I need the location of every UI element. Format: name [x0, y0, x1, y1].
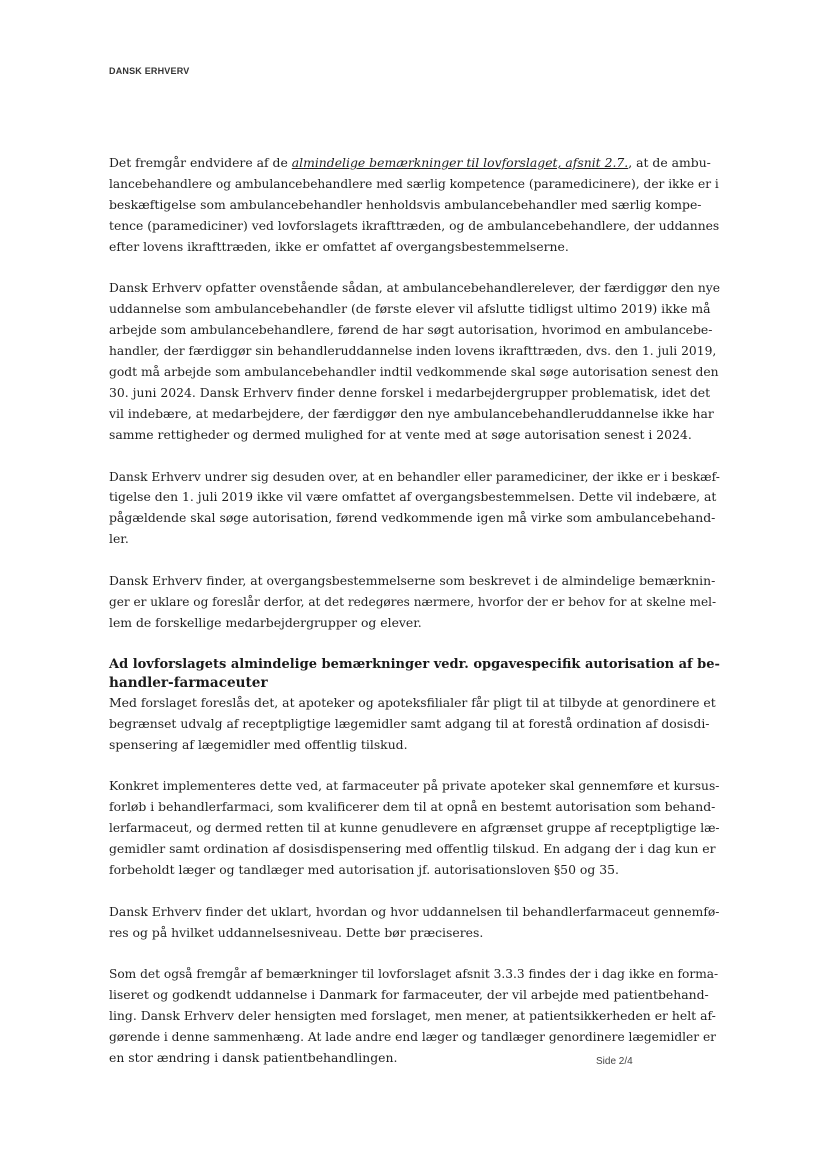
paragraph-education-unclear	[109, 902, 720, 944]
paragraph-line: 30. juni 2024. Dansk Erhverv finder denne forskel i medarbejdergrupper problematisk, idet det	[109, 384, 711, 400]
paragraph-line: lem de forskellige medarbejdergrupper og elever.	[109, 614, 422, 630]
page-number: Side 2/4	[596, 1056, 633, 1067]
paragraph-line: en stor ændring i dansk patientbehandlingen.	[109, 1050, 398, 1066]
paragraph-line: pågældende skal søge autorisation, førend vedkommende igen må virke som ambulancebehand-	[109, 510, 716, 526]
paragraph-transition-scope	[109, 153, 720, 258]
paragraph-line: beskæftigelse som ambulancebehandler henholdsvis ambulancebehandler med særlig kompe-	[109, 196, 702, 212]
paragraph-implementation	[109, 776, 720, 881]
paragraph-line: handler, der færdiggør sin behandleruddannelse inden lovens ikrafttræden, dvs. den 1. juli 2019,	[109, 344, 717, 359]
paragraph-line: godt må arbejde som ambulancebehandler indtil vedkommende skal søge autorisation senest den	[109, 365, 719, 380]
paragraph-interpretation	[109, 278, 720, 445]
paragraph-line: gørende i denne sammenhæng. At lade andre end læger og tandlæger genordinere lægemidler er	[109, 1030, 717, 1045]
paragraph-line: arbejde som ambulancebehandlere, førend de har søgt autorisation, hvorimod en ambulancebe-	[109, 322, 713, 338]
paragraph-line: ger er uklare og foreslår derfor, at det redegøres nærmere, hvorfor der er behov for at skelne mel-	[109, 594, 717, 609]
heading-line: Ad lovforslagets almindelige bemærkninger vedr. opgavespecifik autorisation af be-	[109, 656, 720, 672]
paragraph-line: ling. Dansk Erhverv deler hensigten med forslaget, men mener, at patientsikkerheden er helt af-	[109, 1008, 716, 1024]
text-fragment: , at de ambu-	[628, 155, 711, 170]
paragraph-line: ler.	[109, 531, 129, 547]
paragraph-line: forløb i behandlerfarmaci, som kvalificerer dem til at opnå en bestemt autorisation som behand-	[109, 799, 716, 815]
header-org-name: DANSK ERHVERV	[109, 66, 190, 76]
paragraph-patient-safety	[109, 964, 720, 1069]
paragraph-line: tence (paramediciner) ved lovforslagets ikrafttræden, og de ambulancebehandlere, der uddannes	[109, 218, 720, 233]
paragraph-line: vil indebære, at medarbejdere, der færdiggør den nye ambulancebehandleruddannelse ikke har	[109, 405, 714, 421]
paragraph-line: samme rettigheder og dermed mulighed for at vente med at søge autorisation senest i 2024.	[109, 426, 692, 442]
paragraph-line: efter lovens ikrafttræden, ikke er omfattet af overgangsbestemmelserne.	[109, 238, 569, 254]
paragraph-line: lerfarmaceut, og dermed retten til at kunne genudlevere en afgrænset gruppe af receptpligtige læ-	[109, 821, 720, 836]
section-heading	[109, 655, 720, 693]
document-body	[109, 153, 720, 1069]
paragraph-recommendation	[109, 571, 720, 634]
paragraph-line: Med forslaget foreslås det, at apoteker og apoteksfilialer får pligt til at tilbyde at genordinere et	[109, 694, 716, 710]
paragraph-concern-employment	[109, 467, 720, 551]
paragraph-line: gemidler samt ordination af dosisdispensering med offentlig tilskud. En adgang der i dag kun er	[109, 841, 716, 857]
paragraph-line: Som det også fremgår af bemærkninger til lovforslaget afsnit 3.3.3 findes der i dag ikke en forma-	[109, 967, 719, 982]
paragraph-line: Konkret implementeres dette ved, at farmaceuter på private apoteker skal gennemføre et kursus-	[109, 779, 720, 794]
paragraph-line: liseret og godkendt uddannelse i Danmark for farmaceuter, der vil arbejde med patientbehand-	[109, 987, 709, 1003]
paragraph-line: Dansk Erhverv finder, at overgangsbestemmelserne som beskrevet i de almindelige bemærknin-	[109, 573, 716, 589]
paragraph-line: begrænset udvalg af receptpligtige lægemidler samt adgang til at forestå ordination af dosisdi-	[109, 715, 710, 731]
paragraph-line: tigelse den 1. juli 2019 ikke vil være omfattet af overgangsbestemmelsen. Dette vil indebære, at	[109, 489, 717, 505]
paragraph-line: res og på hvilket uddannelsesniveau. Dette bør præciseres.	[109, 924, 484, 940]
paragraph-line: uddannelse som ambulancebehandler (de første elever vil afslutte tidligst ultimo 2019) ikke må	[109, 301, 711, 317]
paragraph-line: lancebehandlere og ambulancebehandlere med særlig kompetence (paramedicinere), der ikke er i	[109, 176, 719, 191]
paragraph-line: Dansk Erhverv opfatter ovenstående sådan, at ambulancebehandlerelever, der færdiggør den nye	[109, 281, 721, 296]
paragraph-line: Dansk Erhverv finder det uklart, hvordan og hvor uddannelsen til behandlerfarmaceut gennemfø-	[109, 904, 720, 919]
reference-link[interactable]: almindelige bemærkninger til lovforslaget, afsnit 2.7.	[291, 155, 629, 170]
paragraph-line: forbeholdt læger og tandlæger med autorisation jf. autorisationsloven §50 og 35.	[109, 861, 619, 877]
paragraph-line: spensering af lægemidler med offentlig tilskud.	[109, 736, 408, 752]
paragraph-line: Dansk Erhverv undrer sig desuden over, at en behandler eller paramediciner, der ikke er i beskæf-	[109, 469, 720, 484]
text-fragment: Det fremgår endvidere af de	[109, 155, 292, 170]
heading-line: handler-farmaceuter	[109, 674, 268, 691]
paragraph-line	[109, 153, 720, 174]
paragraph-proposal	[109, 693, 720, 756]
